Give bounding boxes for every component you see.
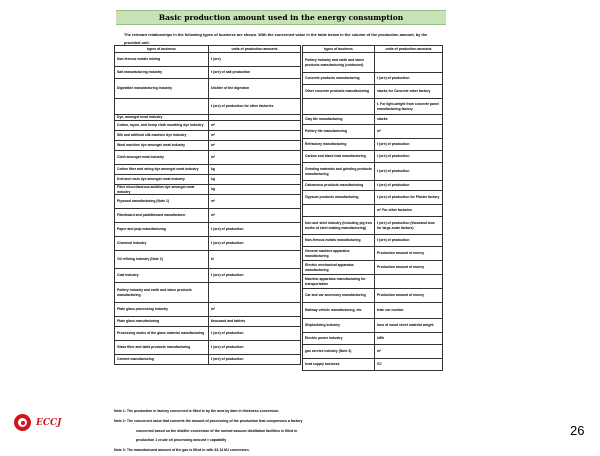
business-type-cell: Cotton, rayon, and hemp cloth mouthing dye industry: [115, 121, 209, 131]
business-type-cell: Non-ferrous metals mining: [115, 53, 209, 67]
table-row: [115, 131, 301, 141]
table-row: [115, 303, 301, 317]
column-header: types of business: [115, 46, 209, 53]
table-row: [303, 319, 443, 333]
production-unit-cell: t (ore) of production: [375, 139, 443, 151]
business-type-cell: Other concrete products manufacturing: [303, 85, 375, 99]
business-type-cell: Refractory manufacturing: [303, 139, 375, 151]
note-line: Note 3: The manufactured amount of the gas is filled in with 43.14 MJ conversion.: [114, 448, 250, 453]
table-row: [115, 251, 301, 269]
table-row: [303, 53, 443, 73]
production-unit-cell: kWh: [375, 333, 443, 345]
column-header: types of business: [303, 46, 375, 53]
logo-text: ECCJ: [36, 417, 62, 428]
notes: [114, 407, 454, 456]
production-unit-cell: t (ore) of salt production: [209, 67, 301, 79]
business-type-cell: Electric mechanical apparatus manufacturing: [303, 261, 375, 275]
production-unit-cell: Production amount of money: [375, 261, 443, 275]
note-line: production 1 crude oil processing amount × capability: [136, 438, 227, 443]
eccj-logo: [14, 414, 61, 431]
right-table: [302, 45, 443, 371]
business-type-cell: Salt manufacturing industry: [115, 67, 209, 79]
table-row: [115, 209, 301, 223]
business-type-cell: Silk and artificial silk machine dye industry: [115, 131, 209, 141]
production-unit-cell: m²: [209, 141, 301, 151]
production-unit-cell: t (ore) of production: [209, 327, 301, 341]
production-unit-cell: m²: [209, 303, 301, 317]
intro-text: The relevant relationships in the following types of business are shown. With the concerned value in the table below in the column of the production amount, by the provided unit.: [124, 32, 428, 45]
production-unit-cell: kiloliter of the digestion: [209, 79, 301, 99]
title-bar: [116, 10, 446, 25]
business-type-cell: Plywood manufacturing (Note 1): [115, 195, 209, 209]
production-unit-cell: kg: [209, 185, 301, 195]
business-type-cell: Car and car accessory manufacturing: [303, 289, 375, 303]
production-unit-cell: Production amount of money: [375, 289, 443, 303]
table-header-row: [303, 46, 443, 53]
table-row: [115, 165, 301, 175]
business-type-cell: Dye, amongst meat industry: [115, 115, 209, 121]
production-unit-cell: [375, 275, 443, 289]
table-row: [115, 185, 301, 195]
business-type-cell: General machine apparatus manufacturing: [303, 247, 375, 261]
table-row: [303, 345, 443, 359]
production-unit-cell: t (ore) of production: [375, 181, 443, 191]
table-row: [303, 139, 443, 151]
business-type-cell: [115, 99, 209, 115]
table-row: [303, 359, 443, 371]
production-unit-cell: m² For other factories: [375, 205, 443, 217]
production-unit-cell: t (ore) of production: [209, 223, 301, 237]
business-type-cell: Knit and rosin dye amongst meat industry: [115, 175, 209, 185]
production-unit-cell: t. For light-weight from concrete panel manufacturing factory: [375, 99, 443, 115]
business-type-cell: Machine apparatus manufacturing for transportation: [303, 275, 375, 289]
production-unit-cell: [375, 53, 443, 73]
production-unit-cell: t (ore) of production: [209, 355, 301, 365]
table-row: [303, 99, 443, 115]
table-row: [303, 261, 443, 275]
production-unit-cell: m²: [209, 195, 301, 209]
table-row: [115, 53, 301, 67]
table-row: [115, 317, 301, 327]
business-type-cell: Plate glass processing industry: [115, 303, 209, 317]
business-type-cell: Grinding materials and grinding products manufacturing: [303, 163, 375, 181]
business-type-cell: Glass fiber and table products manufacturing: [115, 341, 209, 355]
production-unit-cell: t (ore) of production: [209, 341, 301, 355]
table-row: [115, 121, 301, 131]
table-row: [303, 247, 443, 261]
table-row: [115, 283, 301, 303]
production-unit-cell: stacks: [375, 115, 443, 125]
business-type-cell: Pottery industry and earth and stone products manufacturing (continued): [303, 53, 375, 73]
business-type-cell: [303, 205, 375, 217]
note-line: Note 2: The concerned value that converts the amount of processing of the production that compresses a factory: [114, 418, 303, 423]
table-row: [115, 79, 301, 99]
business-type-cell: heat supply business: [303, 359, 375, 371]
production-unit-cell: kg: [209, 165, 301, 175]
business-type-cell: Railway vehicle manufacturing, etc.: [303, 303, 375, 319]
production-unit-cell: m²: [375, 125, 443, 139]
production-unit-cell: Production amount of money: [375, 247, 443, 261]
production-unit-cell: t (ore) of production: [375, 163, 443, 181]
business-type-cell: Plate glass manufacturing: [115, 317, 209, 327]
table-row: [303, 115, 443, 125]
production-unit-cell: stacks for Concrete other factory: [375, 85, 443, 99]
business-type-cell: Processing works of the glass material manufacturing: [115, 327, 209, 341]
production-unit-cell: t (ore): [209, 53, 301, 67]
table-row: [303, 191, 443, 205]
business-type-cell: Gypsum products manufacturing: [303, 191, 375, 205]
business-type-cell: Fiber miscellaneous addition dye amongst meat industry: [115, 185, 209, 195]
business-type-cell: Coal industry: [115, 269, 209, 283]
production-unit-cell: train car number: [375, 303, 443, 319]
table-row: [115, 141, 301, 151]
table-row: [303, 275, 443, 289]
production-unit-cell: t (ore) of production: [375, 73, 443, 85]
business-type-cell: [303, 99, 375, 115]
column-header: units of production amounts: [209, 46, 301, 53]
table-row: [303, 163, 443, 181]
business-type-cell: Pottery industry and earth and stone products manufacturing: [115, 283, 209, 303]
table-row: [115, 223, 301, 237]
table-row: [303, 303, 443, 319]
production-unit-cell: t (ore) of production (thousand tons for large-scale factors): [375, 217, 443, 235]
business-type-cell: Fiberboard and paddleboard manufacturer: [115, 209, 209, 223]
production-unit-cell: t (ore) of production: [209, 269, 301, 283]
production-unit-cell: m²: [209, 121, 301, 131]
production-unit-cell: m²: [209, 209, 301, 223]
table-row: [115, 99, 301, 115]
business-type-cell: Wool machine dye amongst meat industry: [115, 141, 209, 151]
business-type-cell: Oil refining industry (Note 2): [115, 251, 209, 269]
production-unit-cell: t (ore) of production: [209, 237, 301, 251]
production-unit-cell: t (ore) of production for Plaster factory: [375, 191, 443, 205]
table-row: [115, 327, 301, 341]
production-unit-cell: m²: [209, 151, 301, 165]
table-row: [303, 85, 443, 99]
table-row: [115, 175, 301, 185]
business-type-cell: Pottery tile manufacturing: [303, 125, 375, 139]
production-unit-cell: m²: [209, 131, 301, 141]
business-type-cell: Shipbuilding industry: [303, 319, 375, 333]
production-unit-cell: m³: [375, 345, 443, 359]
business-type-cell: Non-ferrous metals manufacturing: [303, 235, 375, 247]
page-number: 26: [570, 423, 585, 438]
table-row: [303, 73, 443, 85]
table-row: [303, 151, 443, 163]
business-type-cell: Digestible manufacturing industry: [115, 79, 209, 99]
business-type-cell: Iron and steel industry (including pig iron works of steel making manufacturing): [303, 217, 375, 235]
table-row: [115, 67, 301, 79]
business-type-cell: gas service industry (Note 3): [303, 345, 375, 359]
business-type-cell: Concrete products manufacturing: [303, 73, 375, 85]
table-row: [303, 217, 443, 235]
table-row: [303, 125, 443, 139]
production-unit-cell: [209, 283, 301, 303]
production-unit-cell: t (ore) of production for other factories: [209, 99, 301, 115]
business-type-cell: Cement manufacturing: [115, 355, 209, 365]
production-unit-cell: tons of wood sheet material weight: [375, 319, 443, 333]
note-line: Note 1: The production in factory concerned is filled in by the area by dam in thickness conversion.: [114, 409, 280, 413]
production-unit-cell: thousand and tablets: [209, 317, 301, 327]
business-type-cell: Cloth amongst meat industry: [115, 151, 209, 165]
business-type-cell: Cotton fiber and string dye amongst meat industry: [115, 165, 209, 175]
business-type-cell: Chemical industry: [115, 237, 209, 251]
page-title: Basic production amount used in the energy consumption: [158, 13, 404, 22]
table-row: [115, 341, 301, 355]
production-unit-cell: t (ore) of production: [375, 151, 443, 163]
production-unit-cell: kl: [209, 251, 301, 269]
table-row: [303, 181, 443, 191]
table-row: [303, 235, 443, 247]
table-row: [303, 333, 443, 345]
table-row: [303, 205, 443, 217]
table-row: [115, 151, 301, 165]
production-unit-cell: t (ore) of production: [375, 235, 443, 247]
note-line: concerned based on the distiller conversion of the normal vacuum distillation facilities is filled in: [136, 428, 298, 433]
table-row: [115, 355, 301, 365]
table-row: [115, 237, 301, 251]
eccj-logo-icon: [14, 414, 31, 431]
table-row: [115, 195, 301, 209]
business-type-cell: Carbon and black lead manufacturing: [303, 151, 375, 163]
production-unit-cell: GJ: [375, 359, 443, 371]
left-table: [114, 45, 301, 365]
table-row: [303, 289, 443, 303]
business-type-cell: Calcareous products manufacturing: [303, 181, 375, 191]
column-header: units of production amounts: [375, 46, 443, 53]
table-header-row: [115, 46, 301, 53]
production-unit-cell: kg: [209, 175, 301, 185]
business-type-cell: Electric power industry: [303, 333, 375, 345]
business-type-cell: Paper and pulp manufacturing: [115, 223, 209, 237]
business-type-cell: Clay tile manufacturing: [303, 115, 375, 125]
table-row: [115, 269, 301, 283]
